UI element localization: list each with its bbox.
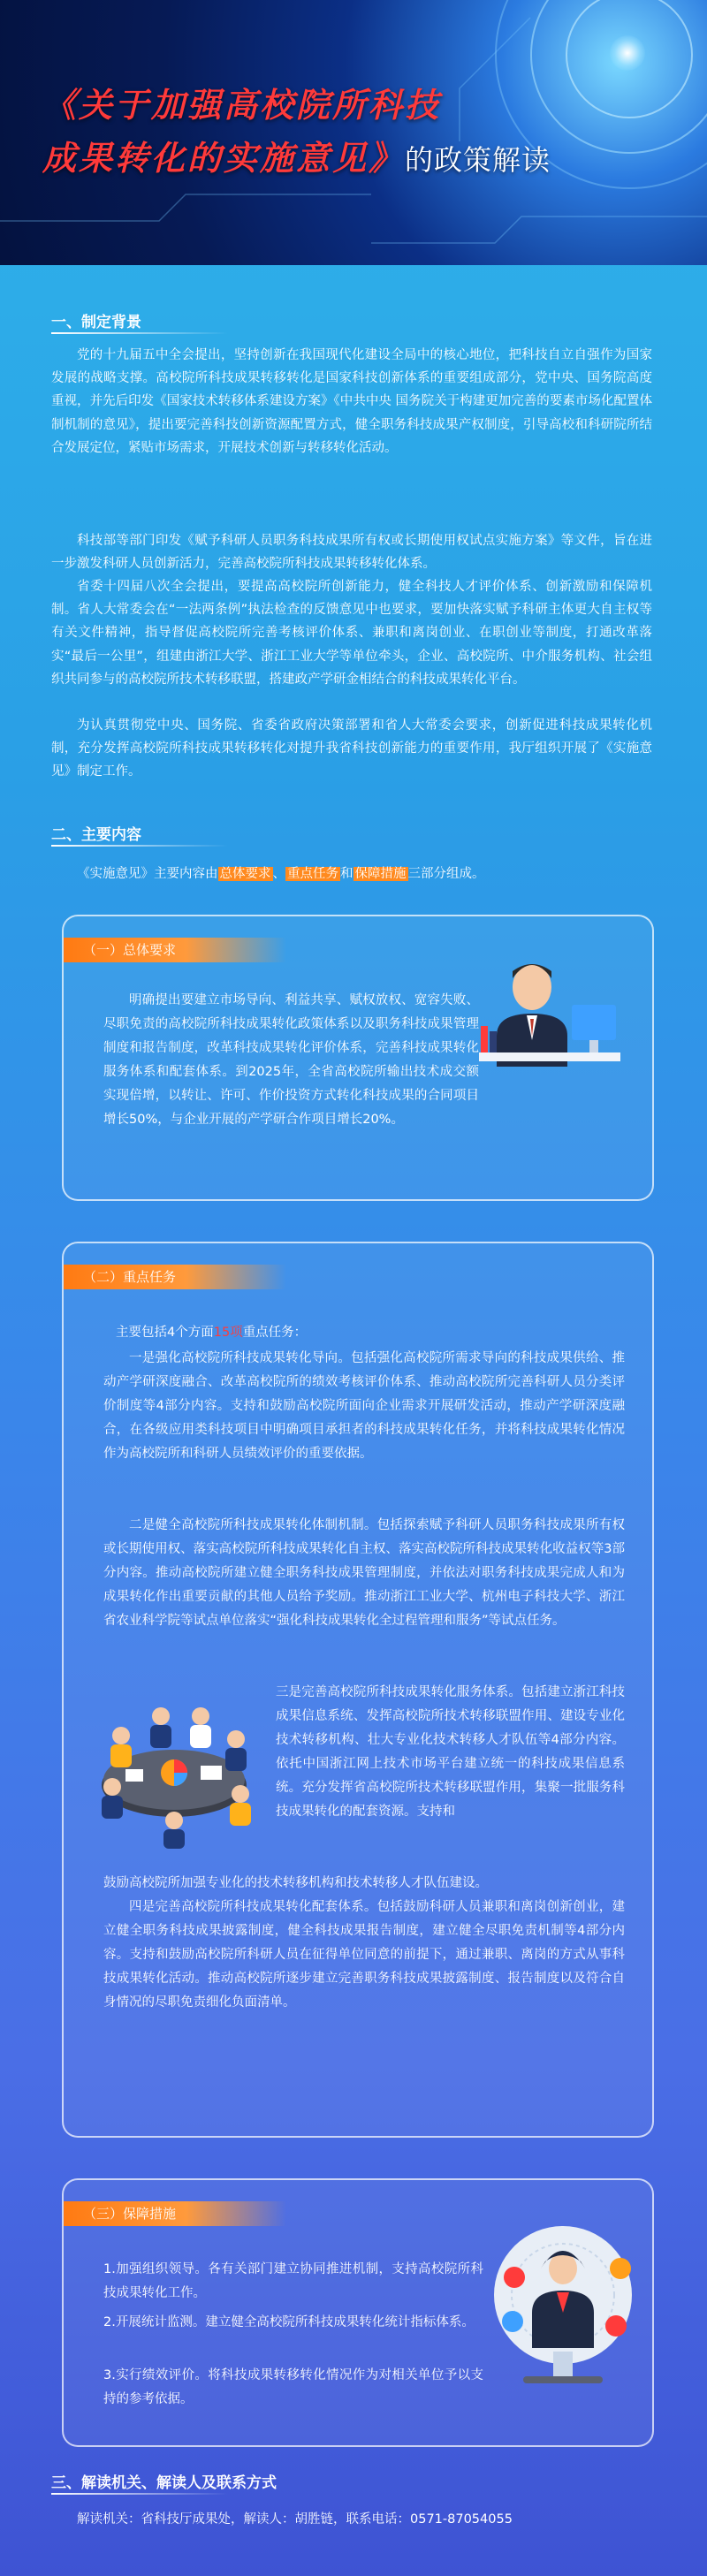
contact-info: 解读机关：省科技厅成果处，解读人：胡胜链，联系电话：0571-87054055	[77, 2512, 513, 2527]
intro-text: 、	[272, 867, 285, 881]
key-task-4: 四是完善高校院所科技成果转化配套体系。包括鼓励科研人员兼职和离岗创新创业，建立健全职务科技成果披露制度，健全科技成果报告制度，建立健全尽职免责机制等4部分内容。支持和鼓励高校院所科研人员在征得单位同意的前提下，通过兼职、离岗的方式从事科技成果转化活动。推动高校院所逐步建立完善职务科技成果披露制度、报告制度以及符合自身情况的尽职免责细化负面清单。	[103, 1900, 625, 2010]
data-analysis-illustration	[488, 2215, 638, 2392]
highlight-safeguards: 保障措施	[354, 867, 407, 881]
card-key-tasks	[62, 1242, 654, 2138]
page-title-line2	[42, 131, 679, 179]
intro-text: 三部分组成。	[407, 867, 485, 881]
background-paragraph-2: 科技部等部门印发《赋予科研人员职务科技成果所有权或长期使用权试点实施方案》等文件，旨在进一步激发科研人员创新活力，完善高校院所科技成果转移转化体系。	[51, 534, 652, 572]
section-heading-contact	[51, 2470, 277, 2492]
card-tab-safeguards: （三）保障措施	[64, 2201, 286, 2226]
heading-underline	[51, 2493, 228, 2495]
background-paragraph-3: 省委十四届八次全会提出，要提高高校院所创新能力，健全科技人才评价体系、创新激励和保障机制。省人大常委会在“一法两条例”执法检查的反馈意见中也要求，要加快落实赋予科研主体更大自主权等有关文件精神，指导督促高校院所完善考核评价体系、兼职和离岗创业、在职创业等制度，打通改革落实“最后一公里”，组建由浙江大学、浙江工业大学等单位牵头，企业、高校院所、中介服务机构、社会组织共同参与的高校院所技术转移联盟，搭建政产学研金相结合的科技成果转化平台。	[51, 580, 652, 687]
page-title-line2-text: 成果转化的实施意见》	[42, 138, 406, 178]
card-tab-general-requirements: （一）总体要求	[64, 938, 286, 962]
section-heading-text: 二、主要内容	[51, 826, 141, 844]
card-tab-key-tasks: （二）重点任务	[64, 1265, 286, 1289]
card-general-requirements	[62, 915, 654, 1201]
safeguard-item-3: 3.实行绩效评价。将科技成果转移转化情况作为对相关单位予以支持的参考依据。	[103, 2368, 483, 2406]
section-heading-text: 三、解读机关、解读人及联系方式	[51, 2474, 277, 2492]
section-heading-text: 一、制定背景	[51, 314, 141, 331]
card-safeguards	[62, 2178, 654, 2447]
section-heading-main-content	[51, 822, 141, 844]
intro-text: 《实施意见》主要内容由	[77, 867, 218, 881]
safeguard-item-2: 2.开展统计监测。建立健全高校院所科技成果转化统计指标体系。	[103, 2315, 475, 2329]
task-count: 15项	[213, 1326, 243, 1340]
page-title-line1: 《关于加强高校院所科技	[42, 85, 442, 125]
key-task-2: 二是健全高校院所科技成果转化体制机制。包括探索赋予科研人员职务科技成果所有权或长期使用权、落实高校院所科技成果转化自主权、落实高校院所科技成果转化收益权等3部分内容。推动高校院所建立健全职务科技成果管理制度，并依法对职务科技成果完成人和为成果转化作出重要贡献的其他人员给予奖励。推动浙江工业大学、杭州电子科技大学、浙江省农业科学院等试点单位落实“强化科技成果转化全过程管理和服务”等试点任务。	[103, 1518, 625, 1628]
heading-underline	[51, 332, 228, 334]
heading-underline	[51, 845, 228, 847]
intro-text: 主要包括4个方面	[116, 1326, 214, 1340]
key-task-1: 一是强化高校院所科技成果转化导向。包括强化高校院所需求导向的科技成果供给、推动产学研深度融合、改革高校院所的绩效考核评价体系、推动高校院所完善科研人员分类评价制度等4部分内容。支持和鼓励高校院所面向企业需求开展研发活动，推动产学研深度融合，在各级应用类科技项目中明确项目承担者的科技成果转化任务，并将科技成果转化情况作为高校院所和科研人员绩效评价的重要依据。	[103, 1351, 625, 1461]
page-title-suffix: 的政策解读	[405, 143, 551, 177]
highlight-general-requirements: 总体要求	[219, 867, 271, 881]
key-tasks-intro	[103, 1321, 625, 1345]
safeguard-item-1: 1.加强组织领导。各有关部门建立协同推进机制，支持高校院所科技成果转化工作。	[103, 2262, 483, 2300]
section-heading-background	[51, 309, 141, 331]
intro-text: 重点任务：	[242, 1326, 308, 1340]
card-text-general-requirements: 明确提出要建立市场导向、利益共享、赋权放权、宽容失败、尽职免责的高校院所科技成果转化政策体系以及职务科技成果管理制度和报告制度，改革科技成果转化评价体系，完善科技成果转化服务体系和配套体系。到2025年，全省高校院所输出技术成交额实现倍增，以转让、许可、作价投资方式转化科技成果的合同项目增长50%，与企业开展的产学研合作项目增长20%。	[103, 993, 479, 1127]
key-task-3-continued: 鼓励高校院所加强专业化的技术转移机构和技术转移人才队伍建设。	[103, 1876, 488, 1890]
highlight-key-tasks: 重点任务	[287, 867, 338, 881]
key-task-3-beside-illustration: 三是完善高校院所科技成果转化服务体系。包括建立浙江科技成果信息系统、发挥高校院所技术转移联盟作用、建设专业化技术转移机构、壮大专业化技术转移人才队伍等4部分内容。依托中国浙江网上技术市场平台建立统一的科技成果信息系统。充分发挥省高校院所技术转移联盟作用，集聚一批服务科技成果转化的配套资源。支持和	[276, 1685, 625, 1819]
background-paragraph-4: 为认真贯彻党中央、国务院、省委省政府决策部署和省人大常委会要求，创新促进科技成果转化机制，充分发挥高校院所科技成果转移转化对提升我省科技创新能力的重要作用，我厅组织开展了《实施意见》制定工作。	[51, 718, 652, 779]
main-content-intro	[51, 862, 652, 885]
background-paragraph-1: 党的十九届五中全会提出，坚持创新在我国现代化建设全局中的核心地位，把科技自立自强作为国家发展的战略支撑。高校院所科技成果转移转化是国家科技创新体系的重要组成部分，党中央、国务院高度重视，并先后印发《国家技术转移体系建设方案》《中共中央 国务院关于构建更加完善的要素市场化配置体制机制的意见》，提出要完善科技创新资源配置方式，健全职务科技成果产权制度，引导高校和科研院所结合发展定位，紧贴市场需求，开展技术创新与转移转化活动。	[51, 348, 652, 455]
team-meeting-illustration	[86, 1681, 262, 1849]
office-worker-illustration	[479, 952, 620, 1084]
header-banner	[0, 0, 707, 265]
intro-text: 和	[340, 867, 354, 881]
